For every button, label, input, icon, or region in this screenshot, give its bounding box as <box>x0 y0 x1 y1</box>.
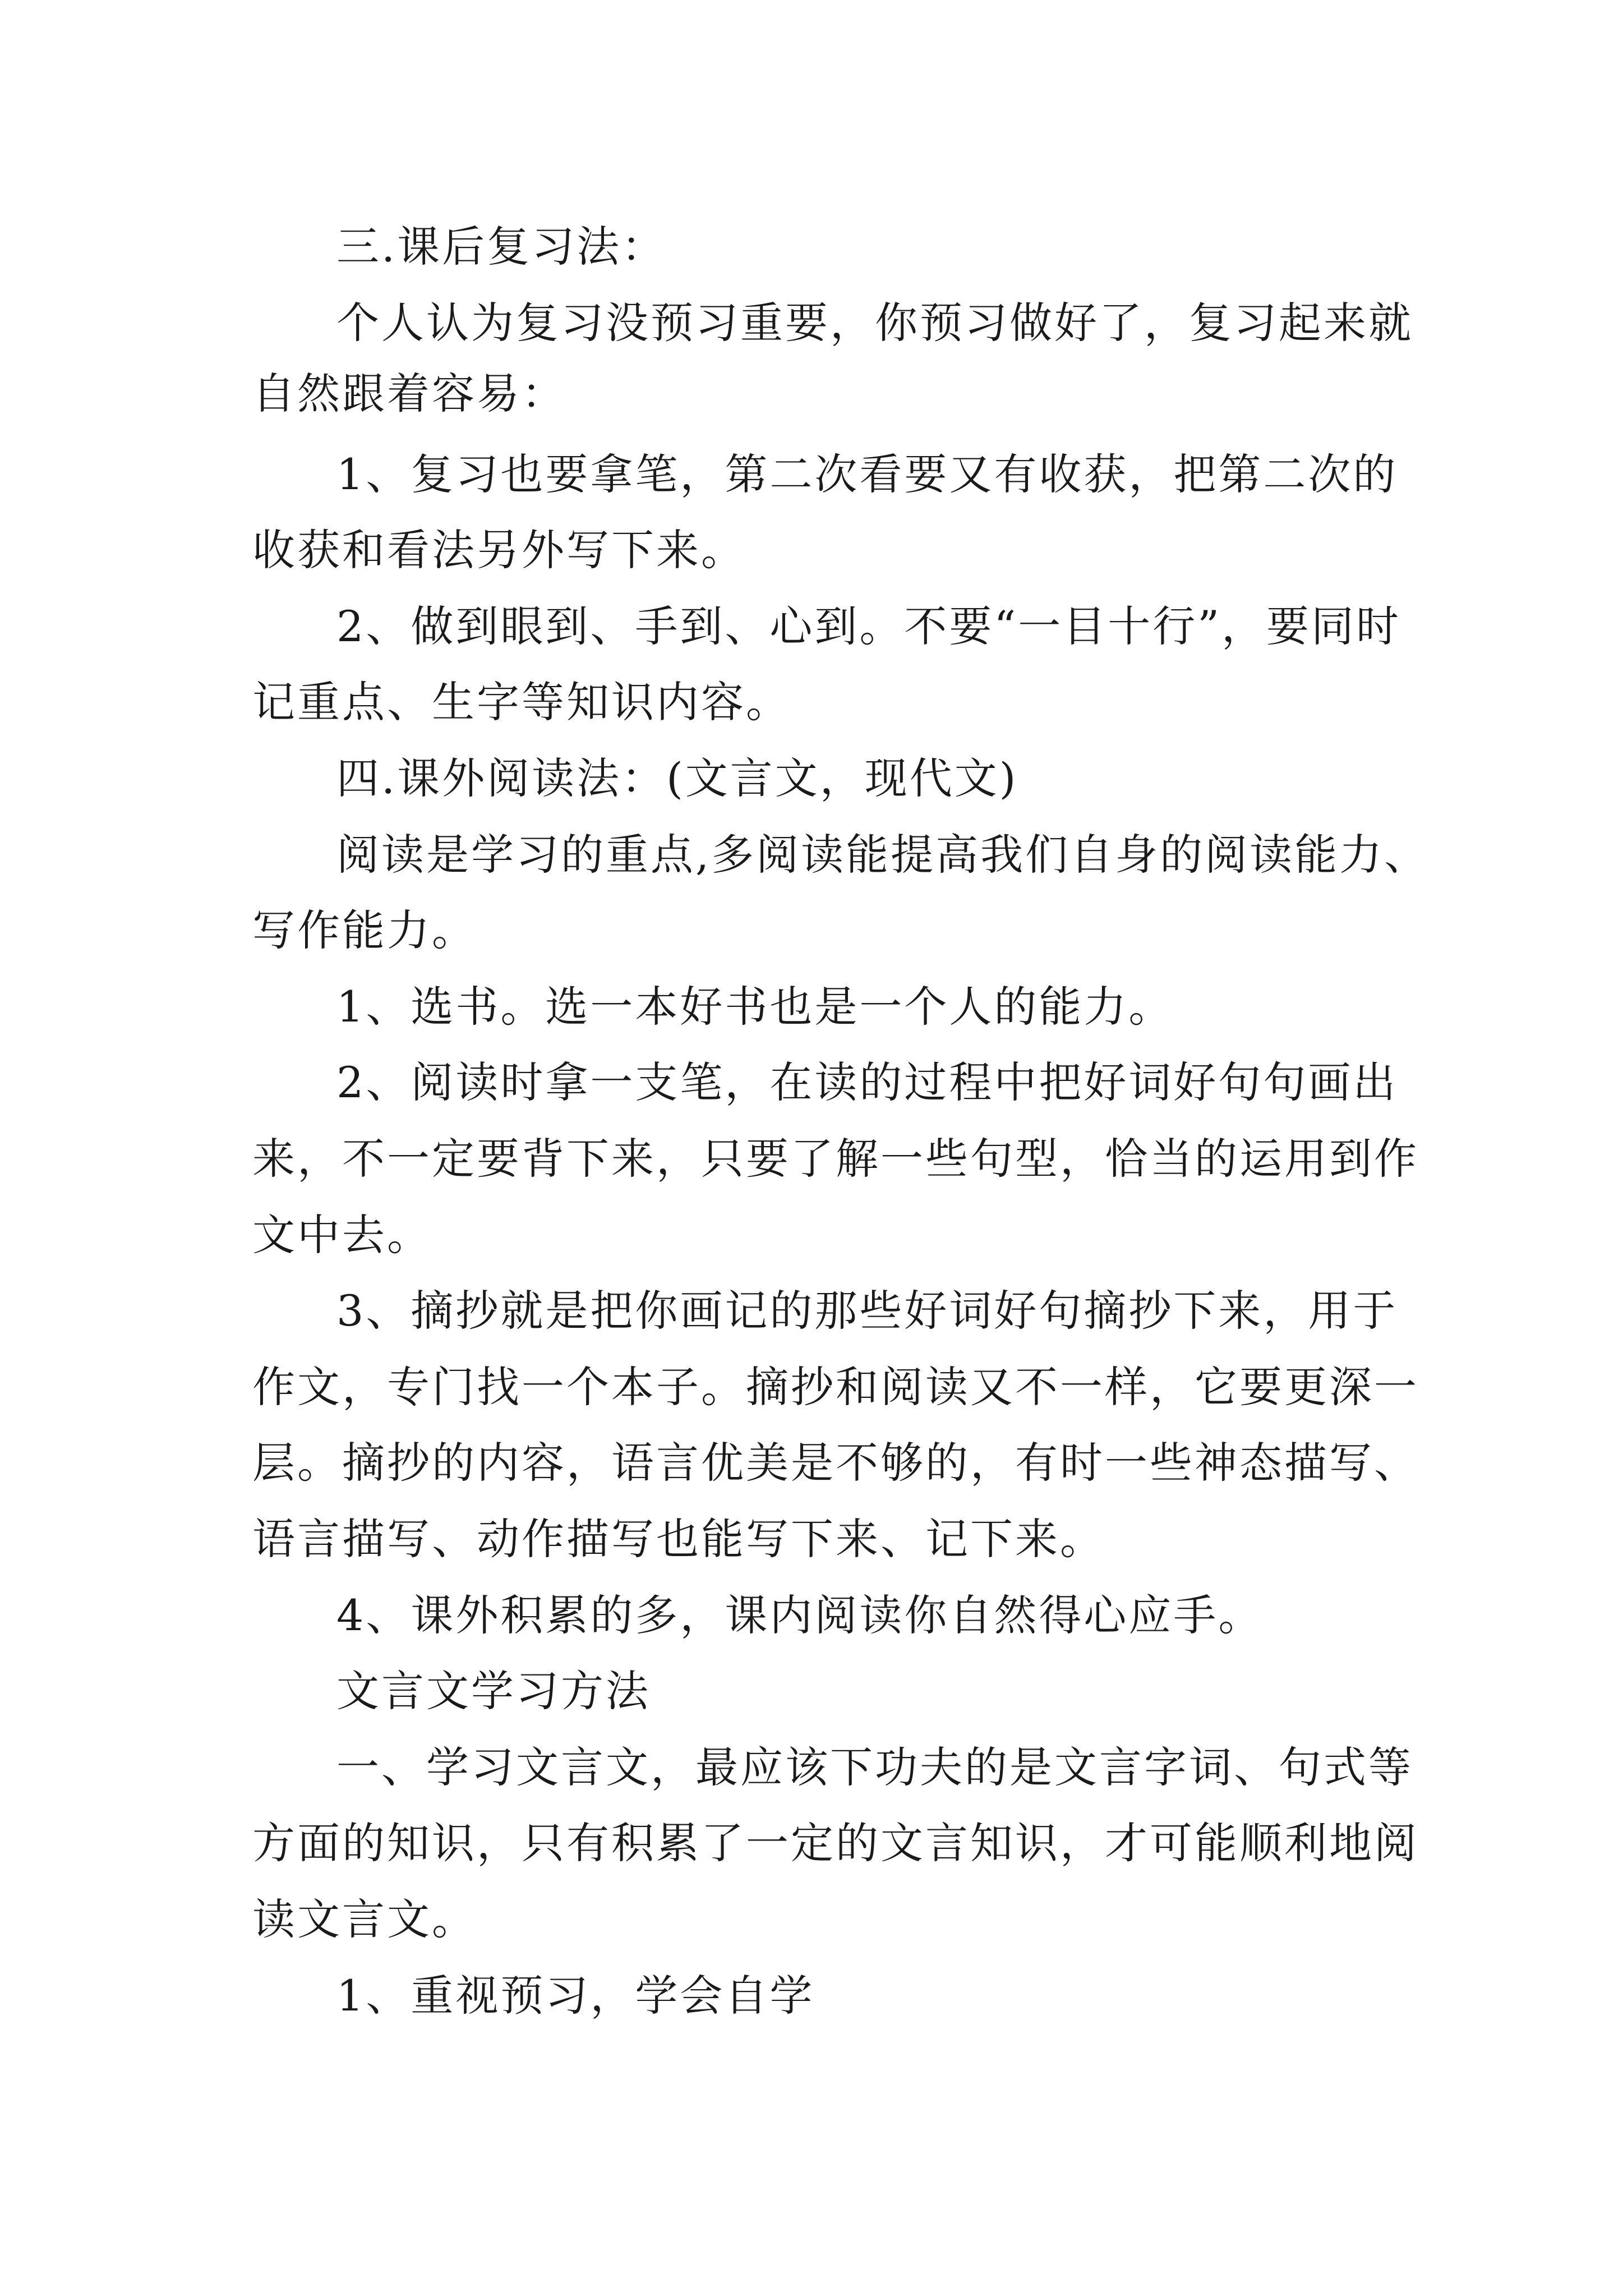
paragraph-line: 个人认为复习没预习重要，你预习做好了，复习起来就 <box>336 298 1413 348</box>
list-item-line: 语言描写、动作描写也能写下来、记下来。 <box>252 1514 1105 1564</box>
section-heading-reading: 四.课外阅读法：(文言文，现代文) <box>336 753 1018 803</box>
list-item-line: 1、重视预习，学会自学 <box>336 1971 815 2021</box>
list-item-line: 作文，专门找一个本子。摘抄和阅读又不一样，它要更深一 <box>252 1362 1419 1412</box>
list-item-line: 记重点、生字等知识内容。 <box>252 677 791 727</box>
list-item-line: 4、课外积累的多，课内阅读你自然得心应手。 <box>336 1590 1264 1640</box>
paragraph-line: 写作能力。 <box>252 905 477 955</box>
section-heading-classical: 文言文学习方法 <box>336 1666 651 1716</box>
paragraph-line: 方面的知识，只有积累了一定的文言知识，才可能顺利地阅 <box>252 1818 1419 1868</box>
list-item-line: 收获和看法另外写下来。 <box>252 525 746 575</box>
paragraph-line: 自然跟着容易： <box>252 369 566 418</box>
list-item-line: 1、复习也要拿笔，第二次看要又有收获，把第二次的 <box>336 449 1398 499</box>
list-item-line: 1、选书。选一本好书也是一个人的能力。 <box>336 982 1174 1032</box>
list-item-line: 层。摘抄的内容，语言优美是不够的，有时一些神态描写、 <box>252 1438 1419 1488</box>
paragraph-line: 读文言文。 <box>252 1894 477 1944</box>
list-item-line: 来，不一定要背下来，只要了解一些句型，恰当的运用到作 <box>252 1134 1419 1184</box>
list-item-line: 文中去。 <box>252 1210 432 1260</box>
paragraph-line: 阅读是学习的重点,多阅读能提高我们自身的阅读能力、 <box>336 830 1430 880</box>
section-heading-review: 三.课后复习法： <box>336 222 667 272</box>
paragraph-line: 一、学习文言文，最应该下功夫的是文言字词、句式等 <box>336 1742 1413 1792</box>
list-item-line: 2、做到眼到、手到、心到。不要“一目十行”，要同时 <box>336 601 1401 651</box>
list-item-line: 3、摘抄就是把你画记的那些好词好句摘抄下来，用于 <box>336 1286 1398 1336</box>
list-item-line: 2、阅读时拿一支笔，在读的过程中把好词好句句画出 <box>336 1057 1398 1107</box>
